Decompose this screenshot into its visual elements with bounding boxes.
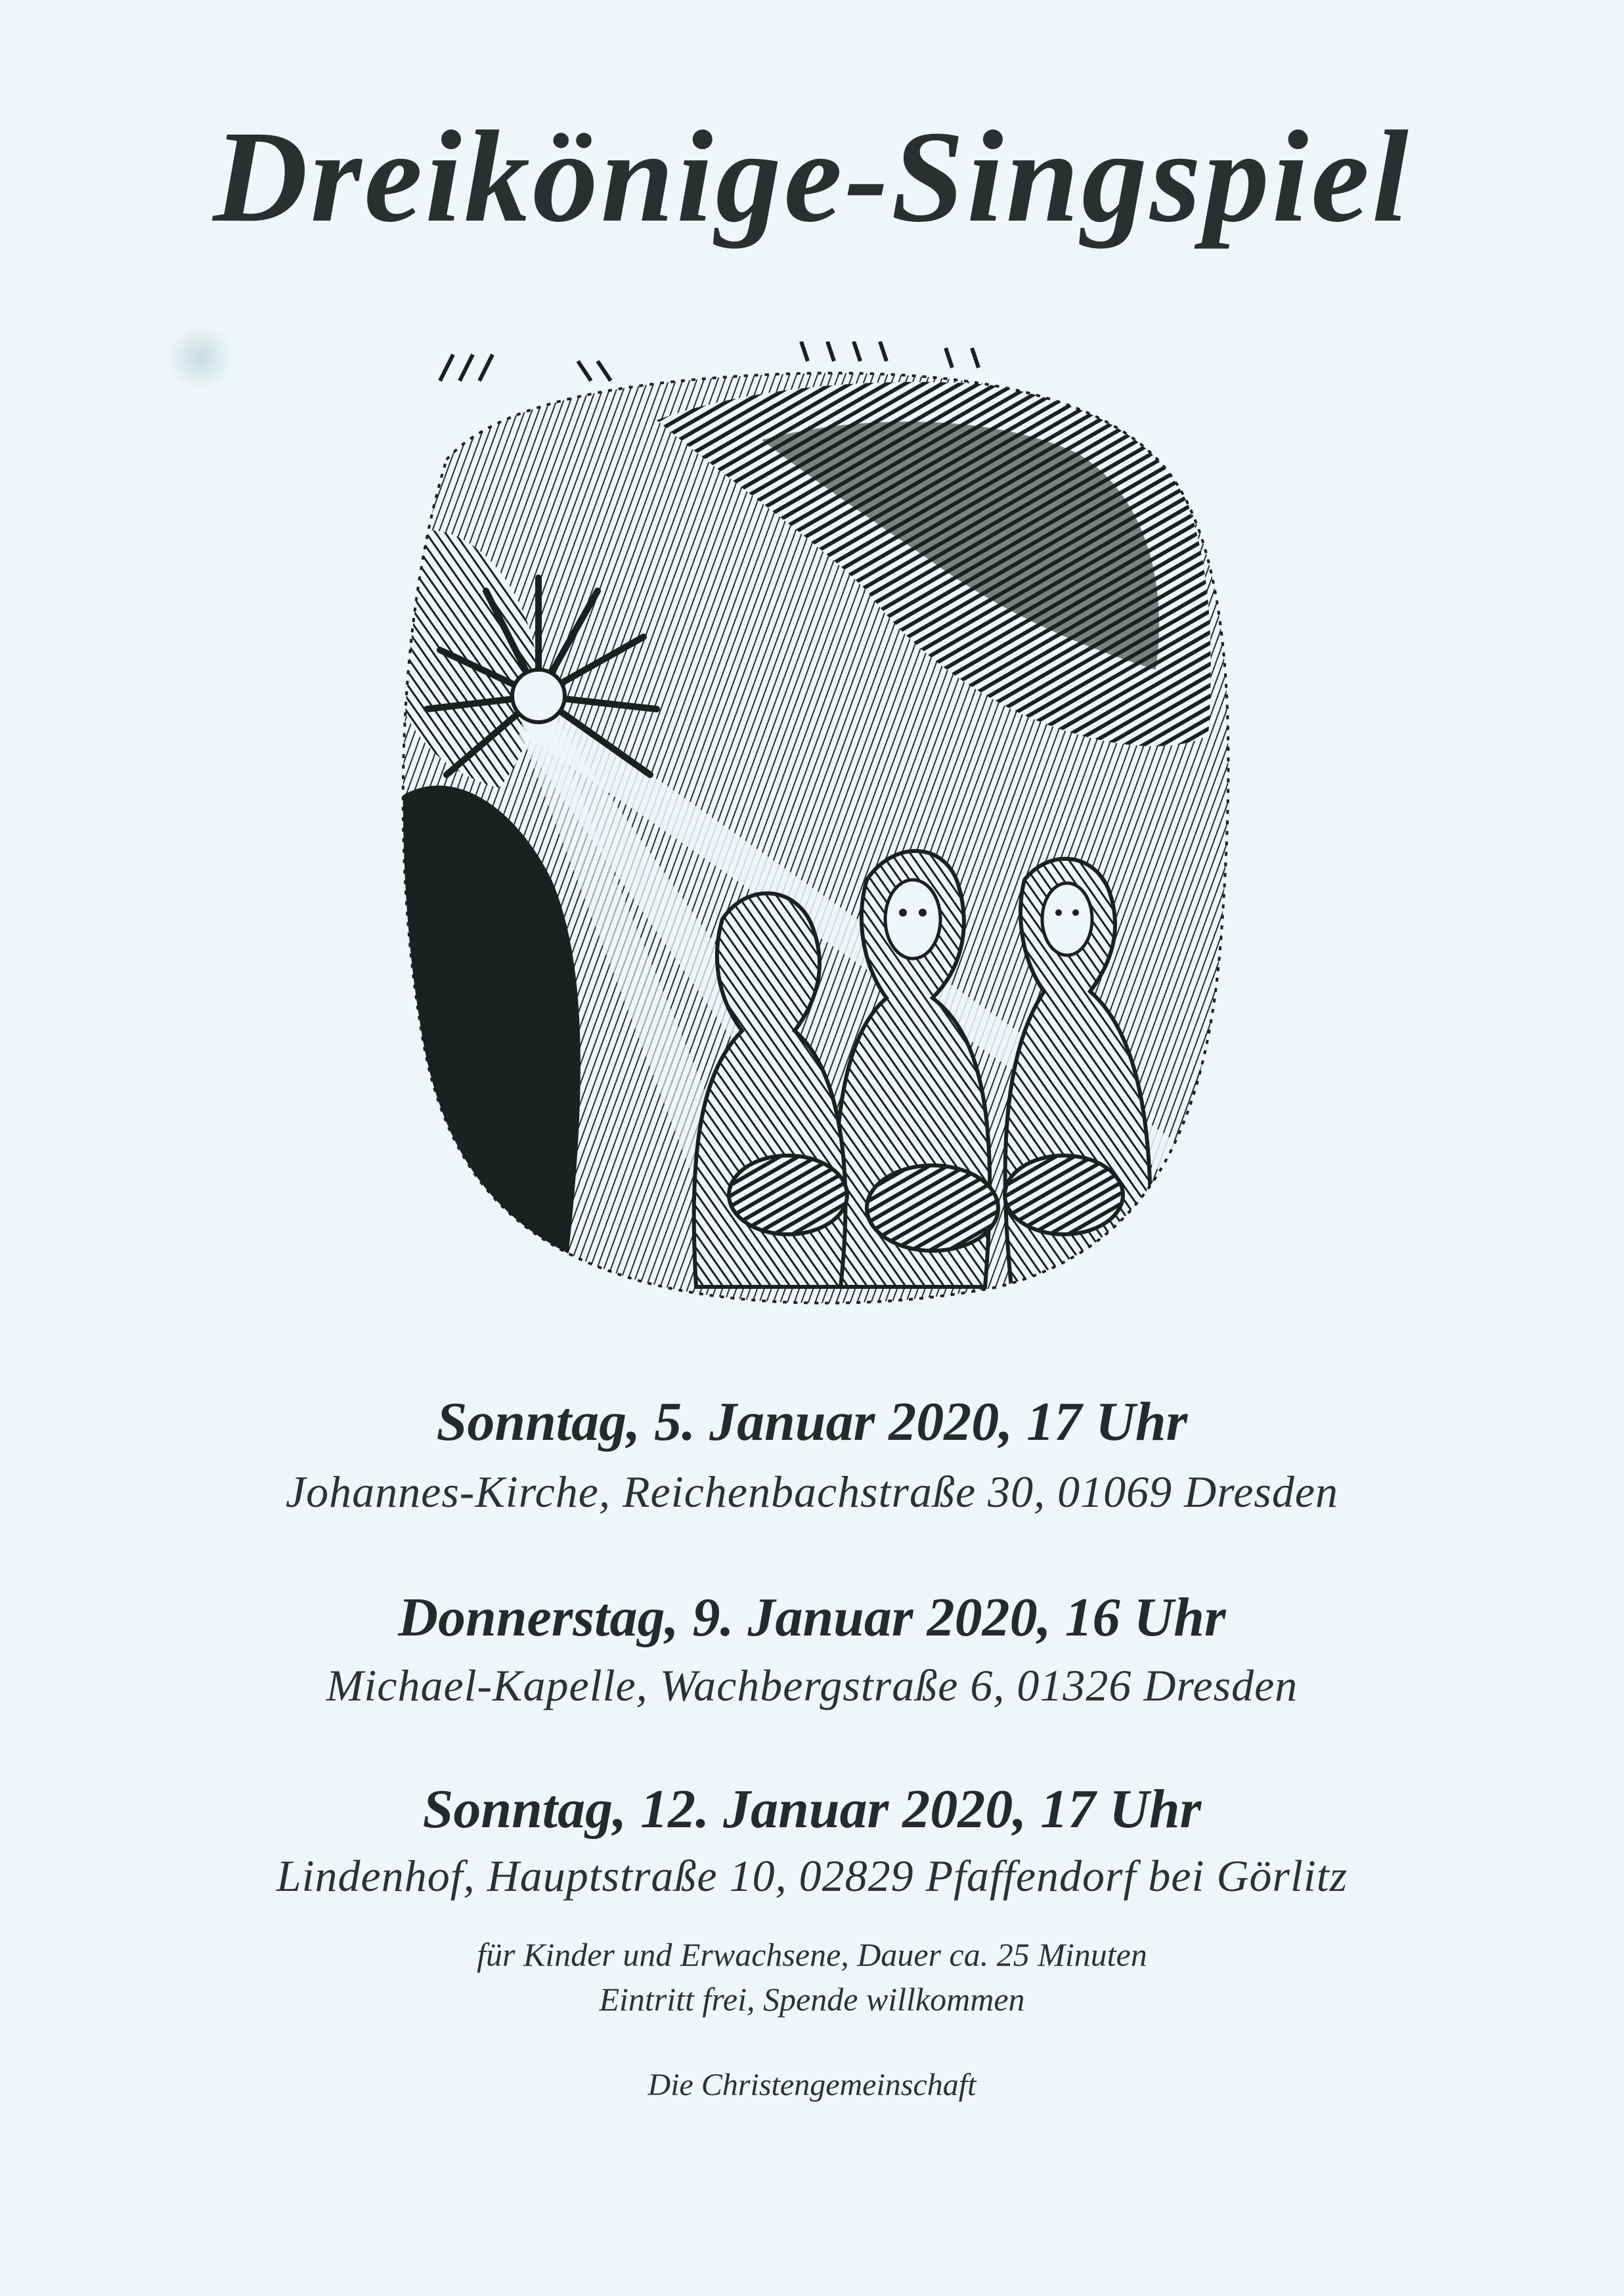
event-3-date: Sonntag, 12. Januar 2020, 17 Uhr <box>422 1779 1202 1840</box>
organizer-name: Die Christengemeinschaft <box>647 2068 977 2102</box>
event-2-date: Donnerstag, 9. Januar 2020, 16 Uhr <box>398 1587 1226 1648</box>
event-3-place: Lindenhof, Hauptstraße 10, 02829 Pfaffendorf bei Görlitz <box>276 1851 1348 1901</box>
audience-duration-note: für Kinder und Erwachsene, Dauer ca. 25 Minuten <box>477 1936 1147 1973</box>
woodcut-three-kings-star-illustration-icon <box>368 341 1248 1313</box>
event-1-place: Johannes-Kirche, Reichenbachstraße 30, 01069 Dresden <box>285 1467 1339 1517</box>
admission-note: Eintritt frei, Spende willkommen <box>599 1981 1025 2018</box>
scan-smudge <box>164 328 236 387</box>
event-2-place: Michael-Kapelle, Wachbergstraße 6, 01326 Dresden <box>326 1660 1298 1710</box>
event-1-date: Sonntag, 5. Januar 2020, 17 Uhr <box>436 1391 1188 1452</box>
page-title: Dreikönige-Singspiel <box>213 104 1411 249</box>
